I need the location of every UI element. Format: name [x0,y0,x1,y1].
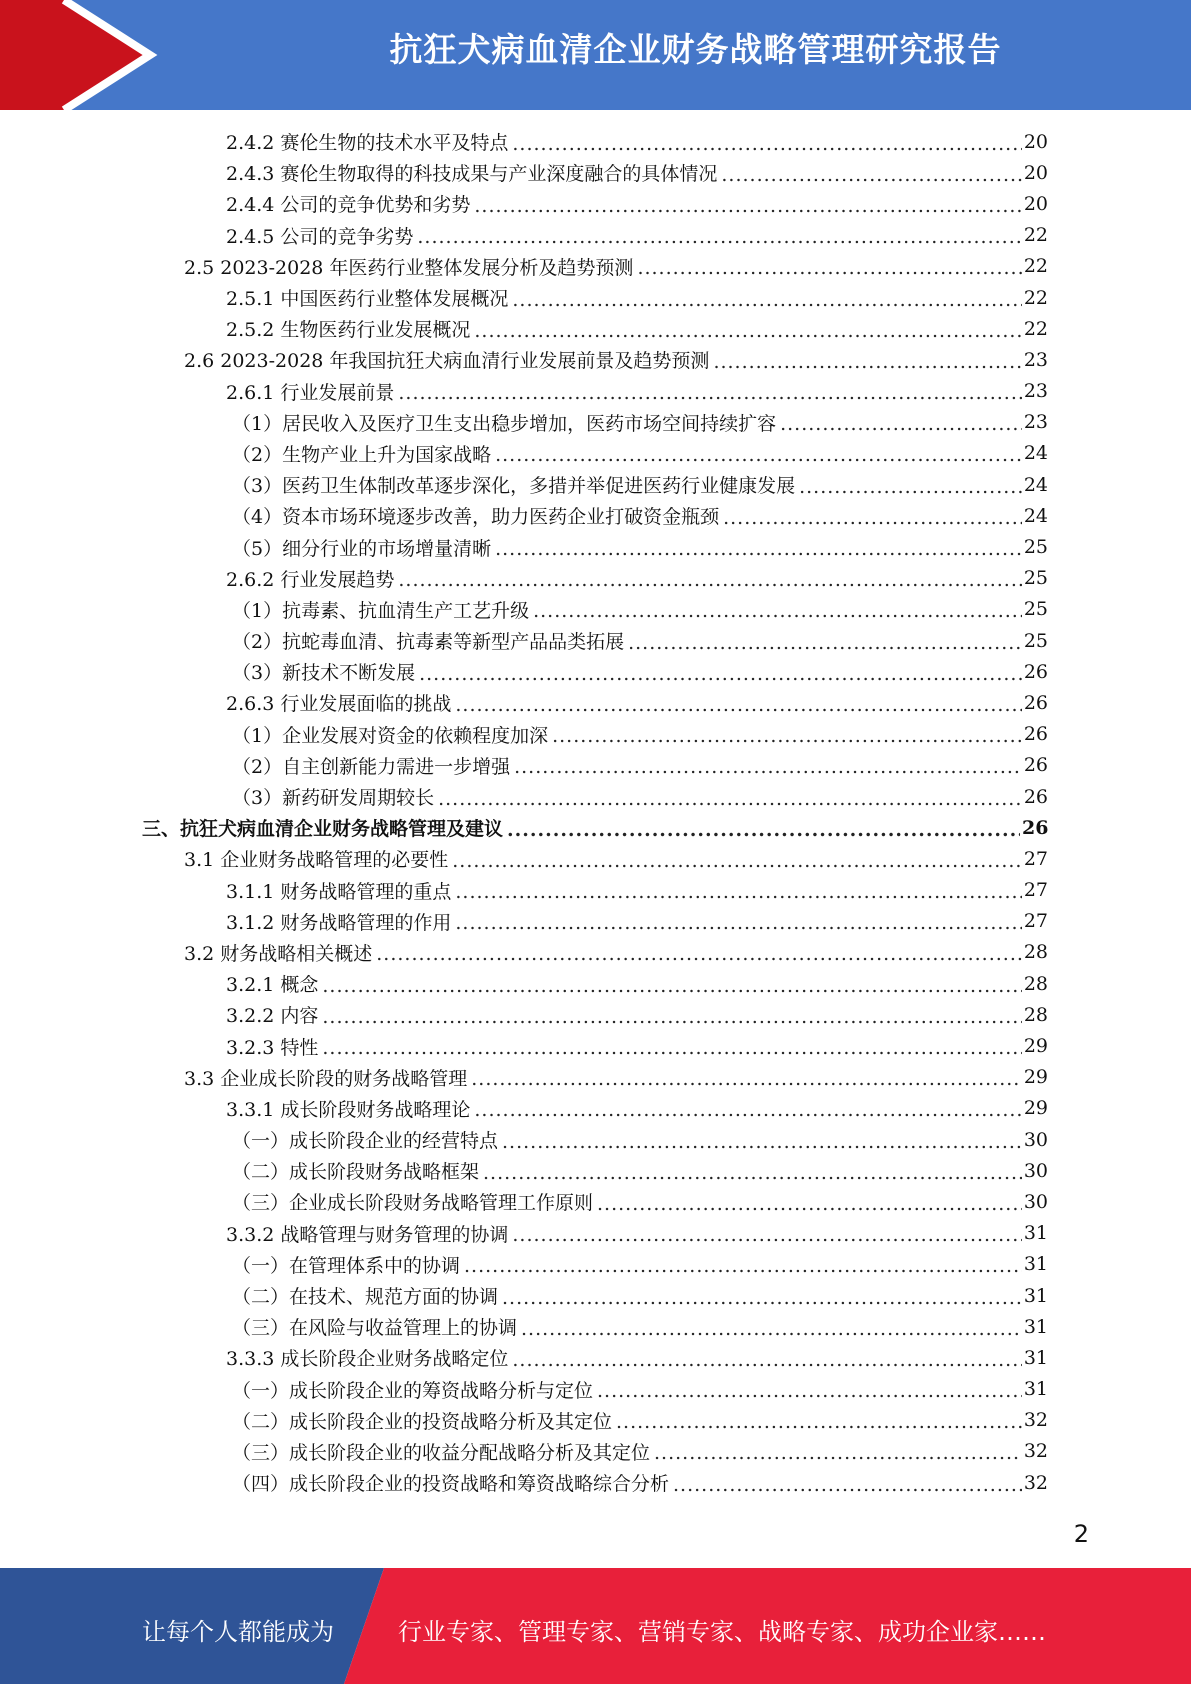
toc-dot-leader [673,1474,1022,1496]
toc-dot-leader [452,850,1022,872]
toc-entry-page: 30 [1023,1190,1048,1213]
toc-dot-leader [721,164,1021,186]
toc-dot-leader [474,195,1021,217]
toc-entry-label: 3.3 企业成长阶段的财务战略管理 [184,1067,468,1090]
toc-entry-page: 31 [1023,1315,1048,1338]
toc-dot-leader [464,1255,1022,1277]
toc-entry-label: （3）新技术不断发展 [232,662,416,685]
toc-entry-page: 23 [1023,380,1048,403]
toc-entry-label: 2.6.1 行业发展前景 [226,381,395,404]
toc-entry-label: 2.4.4 公司的竞争优势和劣势 [226,194,471,217]
toc-entry-label: 3.1 企业财务战略管理的必要性 [184,849,449,872]
toc-dot-leader [471,1068,1022,1090]
report-title: 抗狂犬病血清企业财务战略管理研究报告 [389,30,1002,69]
toc-entry[interactable] [0,1030,1048,1061]
toc-entry-label: （二）成长阶段企业的投资战略分析及其定位 [232,1410,613,1433]
toc-entry-label: （2）生物产业上升为国家战略 [232,443,492,466]
toc-entry-label: （5）细分行业的市场增量清晰 [232,537,492,560]
toc-dot-leader [474,320,1021,342]
toc-entry[interactable] [0,1155,1048,1186]
page-number: 2 [1073,1520,1089,1548]
toc-entry-page: 23 [1023,411,1048,434]
toc-entry-page: 22 [1023,255,1048,278]
toc-entry[interactable] [0,500,1048,531]
toc-entry-label: 三、抗狂犬病血清企业财务战略管理及建议 [142,818,504,841]
toc-entry-label: 2.6 2023-2028 年我国抗狂犬病血清行业发展前景及趋势预测 [184,350,710,373]
toc-entry-label: 3.2 财务战略相关概述 [184,942,373,965]
toc-entry-page: 23 [1023,348,1048,371]
toc-entry[interactable] [0,1342,1048,1373]
toc-entry-label: 3.2.1 概念 [226,974,319,997]
toc-entry-label: （二）在技术、规范方面的协调 [232,1286,499,1309]
toc-entry-label: （1）居民收入及医疗卫生支出稳步增加，医药市场空间持续扩容 [232,412,777,435]
header-arrow-icon [0,0,160,110]
toc-dot-leader [512,133,1021,155]
toc-entry-page: 27 [1023,910,1048,933]
toc-entry-label: （2）自主创新能力需进一步增强 [232,755,511,778]
toc-entry[interactable] [0,313,1048,344]
toc-entry-page: 26 [1023,785,1048,808]
toc-dot-leader [637,257,1021,279]
toc-entry[interactable] [0,376,1048,407]
toc-dot-leader [552,725,1022,747]
toc-entry[interactable] [0,251,1048,282]
toc-dot-leader [723,507,1022,529]
toc-entry[interactable] [0,656,1048,687]
toc-entry-label: （三）成长阶段企业的收益分配战略分析及其定位 [232,1441,651,1464]
toc-entry[interactable] [0,999,1048,1030]
toc-dot-leader [474,1099,1021,1121]
toc-entry-label: 3.1.2 财务战略管理的作用 [226,911,452,934]
toc-entry-label: 2.5 2023-2028 年医药行业整体发展分析及趋势预测 [184,256,634,279]
header-band [0,0,1191,110]
toc-dot-leader [419,663,1022,685]
toc-entry[interactable] [0,344,1048,375]
toc-entry-page: 24 [1023,473,1048,496]
toc-entry-label: 2.5.2 生物医药行业发展概况 [226,319,471,342]
toc-entry[interactable] [0,220,1048,251]
toc-entry-page: 27 [1023,847,1048,870]
toc-entry-label: （一）成长阶段企业的经营特点 [232,1130,499,1153]
toc-entry-label: （4）资本市场环境逐步改善，助力医药企业打破资金瓶颈 [232,506,720,529]
toc-entry-page: 20 [1023,192,1048,215]
toc-entry-page: 22 [1023,286,1048,309]
toc-entry-page: 29 [1023,1035,1048,1058]
toc-dot-leader [502,1131,1022,1153]
toc-entry-page: 20 [1023,161,1048,184]
toc-dot-leader [597,1193,1022,1215]
toc-entry-page: 25 [1023,567,1048,590]
toc-entry-page: 25 [1023,598,1048,621]
toc-entry-page: 20 [1023,130,1048,153]
toc-entry[interactable] [0,1124,1048,1155]
toc-entry-label: （二）成长阶段财务战略框架 [232,1161,480,1184]
toc-dot-leader [521,1318,1022,1340]
toc-entry-label: 3.2.2 内容 [226,1005,319,1028]
toc-dot-leader [398,569,1021,591]
toc-entry[interactable] [0,1218,1048,1249]
footer-slogan-left: 让每个人都能成为 [142,1618,334,1646]
toc-entry[interactable] [0,469,1048,500]
toc-dot-leader [376,943,1022,965]
toc-entry[interactable] [0,563,1048,594]
toc-entry-label: 2.4.2 赛伦生物的技术水平及特点 [226,132,509,155]
toc-entry-label: （3）新药研发周期较长 [232,787,435,810]
toc-entry[interactable] [0,157,1048,188]
toc-entry-label: 3.2.3 特性 [226,1036,319,1059]
toc-dot-leader [512,1349,1021,1371]
toc-entry-page: 22 [1023,317,1048,340]
toc-entry-page: 28 [1023,972,1048,995]
toc-entry-label: （一）在管理体系中的协调 [232,1254,461,1277]
toc-entry[interactable] [0,1280,1048,1311]
toc-entry-page: 31 [1023,1284,1048,1307]
toc-dot-leader [495,538,1022,560]
toc-entry[interactable] [0,1062,1048,1093]
toc-entry-label: 2.6.3 行业发展面临的挑战 [226,693,452,716]
toc-entry[interactable] [0,188,1048,219]
toc-dot-leader [322,1006,1021,1028]
toc-entry-page: 22 [1023,224,1048,247]
toc-entry-label: 3.3.3 成长阶段企业财务战略定位 [226,1348,509,1371]
toc-entry-label: 2.5.1 中国医药行业整体发展概况 [226,288,509,311]
toc-entry-page: 30 [1023,1159,1048,1182]
toc-entry[interactable] [0,282,1048,313]
toc-entry-page: 32 [1023,1471,1048,1494]
toc-dot-leader [597,1380,1022,1402]
toc-entry-page: 29 [1023,1097,1048,1120]
toc-entry[interactable] [0,407,1048,438]
toc-entry-label: （三）企业成长阶段财务战略管理工作原则 [232,1192,594,1215]
toc-dot-leader [455,881,1021,903]
toc-entry[interactable] [0,625,1048,656]
toc-entry-label: （3）医药卫生体制改革逐步深化，多措并举促进医药行业健康发展 [232,475,796,498]
toc-entry-page: 25 [1023,629,1048,652]
toc-entry[interactable] [0,1093,1048,1124]
toc-entry-page: 26 [1023,754,1048,777]
toc-dot-leader [455,912,1021,934]
toc-entry-label: 3.1.1 财务战略管理的重点 [226,880,452,903]
toc-entry[interactable] [0,937,1048,968]
toc-entry[interactable] [0,1249,1048,1280]
toc-dot-leader [495,444,1022,466]
toc-dot-leader [322,975,1021,997]
toc-entry-label: 2.6.2 行业发展趋势 [226,568,395,591]
toc-entry[interactable] [0,906,1048,937]
toc-entry[interactable] [0,781,1048,812]
toc-entry-page: 31 [1023,1253,1048,1276]
toc-entry[interactable] [0,594,1048,625]
toc-entry-label: （2）抗蛇毒血清、抗毒素等新型产品品类拓展 [232,631,625,654]
toc-entry[interactable] [0,875,1048,906]
toc-dot-leader [502,1287,1022,1309]
table-of-contents [0,126,1191,1498]
toc-dot-leader [654,1442,1022,1464]
toc-dot-leader [512,1224,1021,1246]
toc-dot-leader [455,694,1021,716]
toc-dot-leader [533,600,1022,622]
toc-dot-leader [514,756,1022,778]
toc-entry-label: （1）抗毒素、抗血清生产工艺升级 [232,599,530,622]
toc-entry-page: 29 [1023,1066,1048,1089]
toc-dot-leader [512,289,1021,311]
toc-entry-page: 31 [1023,1346,1048,1369]
toc-entry-label: （四）成长阶段企业的投资战略和筹资战略综合分析 [232,1473,670,1496]
toc-entry[interactable] [0,1467,1048,1498]
toc-entry[interactable] [0,687,1048,718]
toc-entry[interactable] [0,1186,1048,1217]
toc-entry[interactable] [0,1311,1048,1342]
toc-entry[interactable] [0,1436,1048,1467]
toc-entry-page: 26 [1023,691,1048,714]
toc-dot-leader [438,788,1022,810]
toc-entry-label: （一）成长阶段企业的筹资战略分析与定位 [232,1379,594,1402]
toc-entry-page: 26 [1023,660,1048,683]
toc-entry-page: 32 [1023,1409,1048,1432]
toc-dot-leader [780,413,1022,435]
toc-entry-label: （1）企业发展对资金的依赖程度加深 [232,724,549,747]
toc-entry[interactable] [0,843,1048,874]
toc-entry[interactable] [0,126,1048,157]
toc-dot-leader [799,476,1022,498]
toc-entry[interactable] [0,531,1048,562]
toc-entry-label: 2.4.5 公司的竞争劣势 [226,225,414,248]
toc-dot-leader [616,1411,1022,1433]
toc-entry[interactable] [0,438,1048,469]
toc-entry-page: 27 [1023,879,1048,902]
toc-entry-page: 32 [1023,1440,1048,1463]
toc-entry-page: 24 [1023,504,1048,527]
toc-dot-leader [417,226,1021,248]
toc-dot-leader [398,382,1021,404]
toc-entry[interactable] [0,1374,1048,1405]
toc-entry-label: （三）在风险与收益管理上的协调 [232,1317,518,1340]
toc-entry-page: 26 [1022,816,1049,839]
toc-entry-page: 24 [1023,442,1048,465]
toc-entry-page: 30 [1023,1128,1048,1151]
toc-entry-label: 3.3.1 成长阶段财务战略理论 [226,1098,471,1121]
toc-entry-page: 26 [1023,723,1048,746]
toc-entry[interactable] [0,1405,1048,1436]
toc-entry-label: 2.4.3 赛伦生物取得的科技成果与产业深度融合的具体情况 [226,163,718,186]
toc-entry-label: 3.3.2 战略管理与财务管理的协调 [226,1223,509,1246]
toc-entry[interactable] [0,719,1048,750]
toc-dot-leader [507,819,1020,841]
toc-entry-page: 25 [1023,536,1048,559]
footer-band [0,1568,1191,1684]
toc-entry-page: 31 [1023,1378,1048,1401]
toc-dot-leader [713,351,1021,373]
toc-dot-leader [628,632,1022,654]
toc-entry[interactable] [0,812,1048,843]
toc-dot-leader [483,1162,1022,1184]
toc-dot-leader [322,1037,1021,1059]
toc-entry-page: 31 [1023,1222,1048,1245]
footer-slogan-right: 行业专家、管理专家、营销专家、战略专家、成功企业家…… [398,1618,1046,1646]
toc-entry[interactable] [0,750,1048,781]
toc-entry-page: 28 [1023,941,1048,964]
toc-entry[interactable] [0,968,1048,999]
toc-entry-page: 28 [1023,1003,1048,1026]
